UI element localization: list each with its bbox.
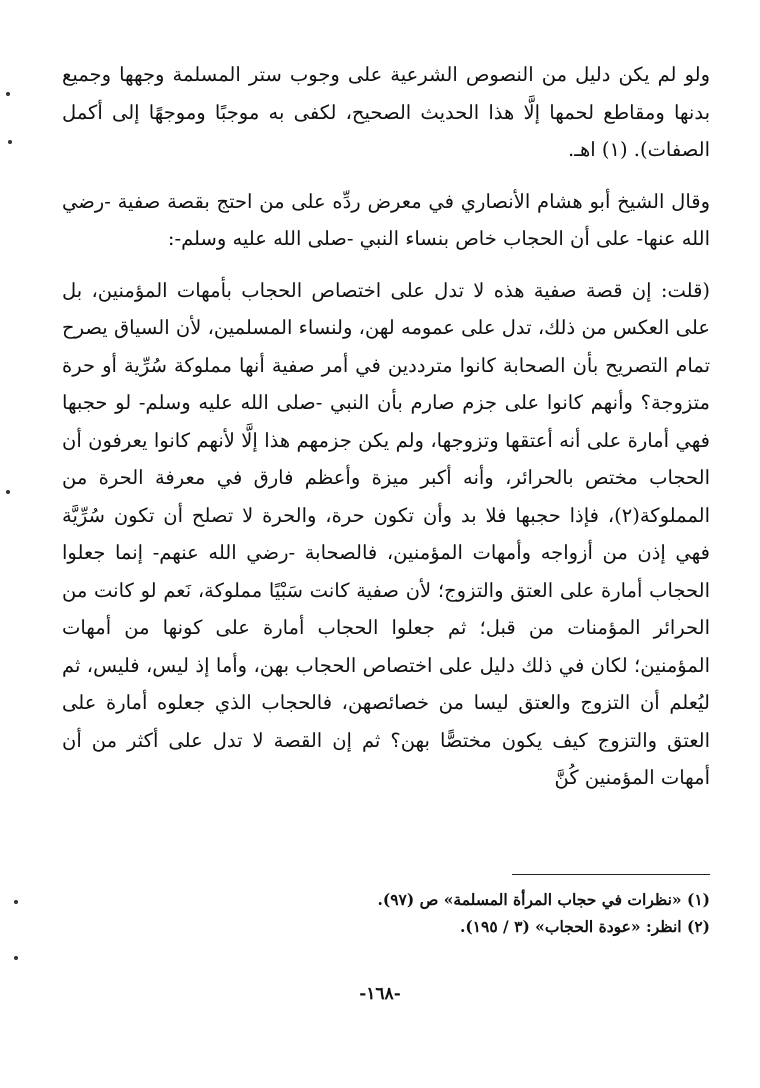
footnote-separator xyxy=(512,874,710,875)
page-number: -١٦٨- xyxy=(359,984,401,1004)
main-text xyxy=(62,56,710,797)
margin-speck xyxy=(14,956,18,960)
margin-speck xyxy=(8,140,12,144)
paragraph-1: ولو لم يكن دليل من النصوص الشرعية على وجوب ستر المسلمة وجهها وجميع بدنها ومقاطع لحمها إلَّا هذا الحديث الصحيح، لكفى به موجبًا وموجهًا إلى أكمل الصفات). (١) اهـ. xyxy=(62,63,710,161)
paragraph-2: وقال الشيخ أبو هشام الأنصاري في معرض ردِّه على من احتج بقصة صفية -رضي الله عنها- على أن الحجاب خاص بنساء النبي -صلى الله عليه وسلم-: xyxy=(62,189,710,250)
margin-speck xyxy=(14,900,18,904)
margin-speck xyxy=(6,92,10,96)
footnote-1: (١) «نظرات في حجاب المرأة المسلمة» ص (٩٧). xyxy=(377,890,710,909)
paragraph-3: (قلت: إن قصة صفية هذه لا تدل على اختصاص الحجاب بأمهات المؤمنين، بل على العكس من ذلك، تدل على عمومه لهن، ولنساء المسلمين، لأن السياق يصرح تمام التصريح بأن الصحابة كانوا مترددين في أمر صفية أنها مملوكة سُرِّية أو حرة متزوجة؟ وأنهم كانوا على جزم صارم بأن النبي -صلى الله عليه وسلم- لو حجبها فهي أمارة على أنه أعتقها وتزوجها، ولم يكن جزمهم هذا إلَّا لأنهم كانوا يعرفون أن الحجاب مختص بالحرائر، وأنه أكبر ميزة وأعظم فارق في معرفة الحرة من المملوكة(٢)، فإذا حجبها فلا بد وأن تكون حرة، والحرة لا تصلح أن تكون سُرِّيَّة فهي إذن من أزواجه وأمهات المؤمنين، فالصحابة -رضي الله عنهم- إنما جعلوا الحجاب أمارة على العتق والتزوج؛ لأن صفية كانت سَبْيًا مملوكة، نَعم لو كانت من الحرائر المؤمنات من قبل؛ ثم جعلوا الحجاب أمارة على كونها من أمهات المؤمنين؛ لكان في ذلك دليل على اختصاص الحجاب بهن، وأما إذ ليس، فليس، ثم ليُعلم أن التزوج والعتق ليسا من خصائصهن، فالحجاب الذي جعلوه أمارة على العتق والتزوج كيف يكون مختصًّا بهن؟ ثم إن القصة لا تدل على أكثر من أن أمهات المؤمنين كُنَّ xyxy=(62,278,710,789)
footnotes xyxy=(62,886,710,940)
footnote-2: (٢) انظر: «عودة الحجاب» (٣ / ١٩٥). xyxy=(459,917,710,936)
margin-speck xyxy=(6,490,10,494)
